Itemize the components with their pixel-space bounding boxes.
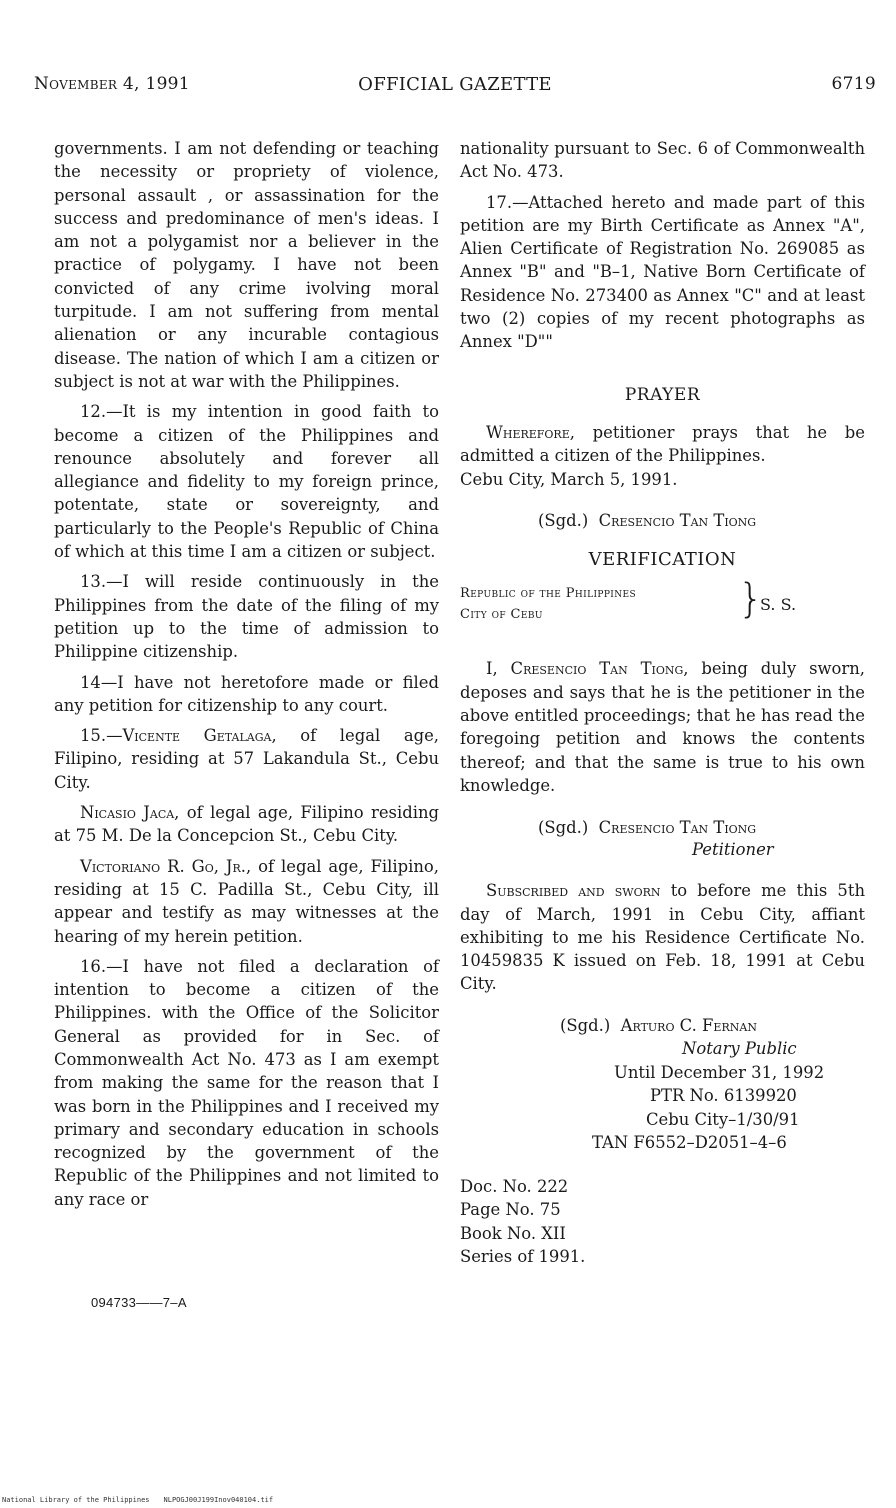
paragraph-governments: governments. I am not defending or teaching the necessity or propriety of violence, personal assault , or assassination for the success and predominance of men's ideas. I am not a polygamist nor a believer in the practice of polygamy. I have not been convicted of any crime ivolving moral turpitude. I am not suffering from mental alienation or any incurable contagious disease. The nation of which I am a citizen or subject is not at war with the Philippines. xyxy=(54,139,439,391)
verification-text xyxy=(460,657,865,797)
verification-lead: I, Cresencio Tan Tiong, xyxy=(486,659,689,679)
petitioner-name: Cresencio Tan Tiong xyxy=(598,818,757,838)
prayer-text xyxy=(460,421,865,491)
sgd-label: (Sgd.) xyxy=(538,510,589,530)
jurat-body: to before me this 5th day of March, 1991 in Cebu City, affiant exhibiting to me his Residence Certificate No. 10459835 K issued on Feb. 18, 1991 at Cebu City. xyxy=(460,881,866,994)
notary-place: Cebu City–1/30/91 xyxy=(646,1109,800,1129)
notary-commission: Until December 31, 1992 xyxy=(614,1062,825,1082)
notary-signature xyxy=(460,1014,865,1038)
scan-library: National Library of the Philippines xyxy=(2,1496,150,1504)
left-column xyxy=(54,137,439,1218)
prayer-lead: Wherefore, xyxy=(486,422,575,442)
jurat-text xyxy=(460,879,865,995)
witness-name-getalaga: 15.—Vicente Getalaga, xyxy=(80,726,277,746)
header-page-number: 6719 xyxy=(831,74,876,94)
right-column xyxy=(460,137,865,1269)
paragraph-16: 16.—I have not filed a declaration of intention to become a citizen of the Philippines. with the Office of the Solicitor General as provided for in Sec. of Commonwealth Act No. 473 as I am exempt from making the same for the reason that I was born in the Philippines and I received my primary and secondary education in schools recognized by the government of the Republic of the Philippines and not limited to any race or xyxy=(54,956,439,1209)
petitioner-signature-1 xyxy=(460,509,865,532)
witness-details-getalaga: of legal age, Filipino, residing at 57 Lakandula St., Cebu City. xyxy=(54,726,440,792)
paragraph-nicasio xyxy=(54,801,439,848)
jurat-lead: Subscribed and sworn xyxy=(486,881,661,901)
paragraph-15 xyxy=(54,724,439,794)
header-title: OFFICIAL GAZETTE xyxy=(358,74,552,95)
notary-ptr: PTR No. 6139920 xyxy=(650,1086,797,1106)
series-year: Series of 1991. xyxy=(460,1247,586,1267)
prayer-place-date: Cebu City, March 5, 1991. xyxy=(460,469,678,489)
notary-name: Arturo C. Fernan xyxy=(620,1015,757,1035)
verification-body: being duly sworn, deposes and says that he is the petitioner in the above entitled proceedings; that he has read the foregoing petition and knows the contents thereof; and that the same is true to his own knowledge. xyxy=(460,659,866,795)
paragraph-nationality: nationality pursuant to Sec. 6 of Commonwealth Act No. 473. xyxy=(460,139,865,182)
venue-block xyxy=(460,576,865,635)
header-date: November 4, 1991 xyxy=(34,74,190,94)
witness-details-go: of legal age, Filipino, residing at 15 C. Padilla St., Cebu City, ill appear and testify as may witnesses at the hearing of my herein petition. xyxy=(54,856,439,946)
paragraph-14: 14—I have not heretofore made or filed any petition for citizenship to any court. xyxy=(54,672,439,715)
petitioner-title: Petitioner xyxy=(692,840,774,860)
witness-name-go: Victoriano R. Go, Jr., xyxy=(80,856,252,876)
paragraph-12: 12.—It is my intention in good faith to become a citizen of the Philippines and renounce absolutely and forever all allegiance and fidelity to my foreign prince, potentate, state or sovereignty, and particularly to the People's Republic of China of which at this time I am a citizen or subject. xyxy=(54,402,439,562)
witness-name-jaca: Nicasio Jaca, xyxy=(80,803,180,823)
venue-lines xyxy=(460,583,636,625)
sgd-label: (Sgd.) xyxy=(538,818,589,838)
sgd-label: (Sgd.) xyxy=(560,1015,611,1035)
prayer-heading: PRAYER xyxy=(624,384,701,405)
page-number-register: Page No. 75 xyxy=(460,1200,561,1220)
notary-title: Notary Public xyxy=(682,1039,797,1059)
scan-file: NLPOGJ00J199Inov040104.tif xyxy=(163,1496,274,1504)
printing-footnote: 094733——7–A xyxy=(91,1295,187,1310)
document-register xyxy=(460,1175,865,1269)
verification-heading: VERIFICATION xyxy=(588,549,737,571)
book-number: Book No. XII xyxy=(460,1223,566,1243)
petitioner-signature-2 xyxy=(460,817,865,861)
paragraph-17: 17.—Attached hereto and made part of this petition are my Birth Certificate as Annex "A", Alien Certificate of Registration No. 269085 as Annex "B" and "B–1, Native Born Certificate of Residence No. 273400 as Annex "C" and at least two (2) copies of my recent photographs as Annex "D"" xyxy=(460,192,865,352)
prayer-body: petitioner prays that he be admitted a citizen of the Philippines. xyxy=(460,422,865,466)
venue-city: City of Cebu xyxy=(460,607,543,623)
notary-tan: TAN F6552–D2051–4–6 xyxy=(592,1133,787,1153)
witness-details-jaca: of legal age, Filipino residing at 75 M. De la Concepcion St., Cebu City. xyxy=(54,803,439,846)
venue-brace: } xyxy=(738,576,764,623)
notary-block xyxy=(460,1014,865,1155)
venue-republic: Republic of the Philippines xyxy=(460,586,637,602)
paragraph-13: 13.—I will reside continuously in the Philippines from the date of the filing of my petition up to the time of admission to Philippine citizenship. xyxy=(54,572,439,662)
doc-number: Doc. No. 222 xyxy=(460,1176,569,1196)
scan-stamp xyxy=(2,1496,273,1504)
venue-ss: S. S. xyxy=(760,595,797,615)
petitioner-name: Cresencio Tan Tiong xyxy=(598,510,757,530)
paragraph-victoriano xyxy=(54,855,439,948)
page-header xyxy=(34,74,876,102)
